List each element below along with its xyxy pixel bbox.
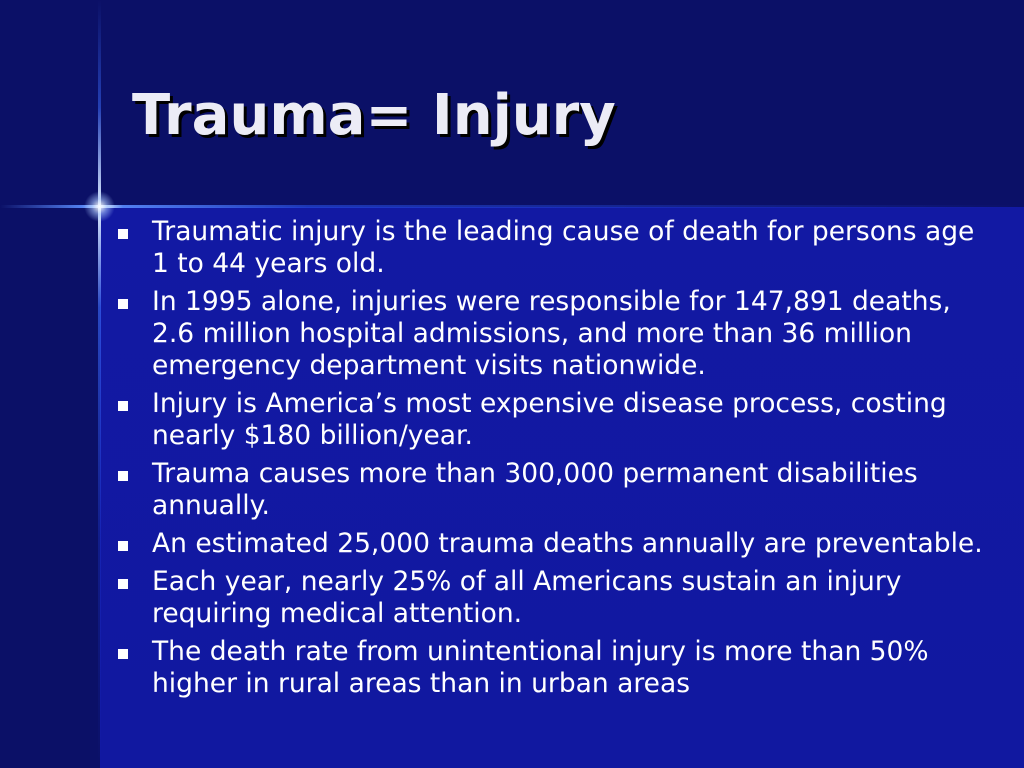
flare-vertical-line — [98, 0, 101, 768]
bullet-text: Injury is America’s most expensive disease process, costing nearly $180 billion/year. — [152, 388, 947, 451]
bullet-item — [113, 388, 993, 452]
bullet-item — [113, 566, 993, 630]
slide-title: Trauma= Injury — [132, 83, 616, 148]
bullet-item — [113, 636, 993, 700]
square-bullet-icon — [118, 229, 128, 239]
bullet-item — [113, 286, 993, 382]
bullet-text: Traumatic injury is the leading cause of death for persons age 1 to 44 years old. — [152, 216, 975, 279]
bullet-list — [113, 216, 993, 706]
bullet-text: The death rate from unintentional injury is more than 50% higher in rural areas than in urban areas — [152, 636, 929, 699]
bullet-text: Trauma causes more than 300,000 permanent disabilities annually. — [152, 458, 918, 521]
square-bullet-icon — [118, 401, 128, 411]
bullet-item — [113, 458, 993, 522]
square-bullet-icon — [118, 649, 128, 659]
flare-horizontal-line — [0, 205, 1024, 208]
left-strip — [0, 207, 100, 768]
bullet-text: In 1995 alone, injuries were responsible for 147,891 deaths, 2.6 million hospital admissions, and more than 36 million emergency department visits nationwide. — [152, 286, 951, 381]
bullet-item — [113, 216, 993, 280]
bullet-text: An estimated 25,000 trauma deaths annually are preventable. — [152, 528, 983, 559]
flare-star-icon — [84, 191, 115, 222]
bullet-item — [113, 528, 993, 560]
square-bullet-icon — [118, 299, 128, 309]
square-bullet-icon — [118, 471, 128, 481]
square-bullet-icon — [118, 579, 128, 589]
square-bullet-icon — [118, 541, 128, 551]
bullet-text: Each year, nearly 25% of all Americans sustain an injury requiring medical attention. — [152, 566, 902, 629]
